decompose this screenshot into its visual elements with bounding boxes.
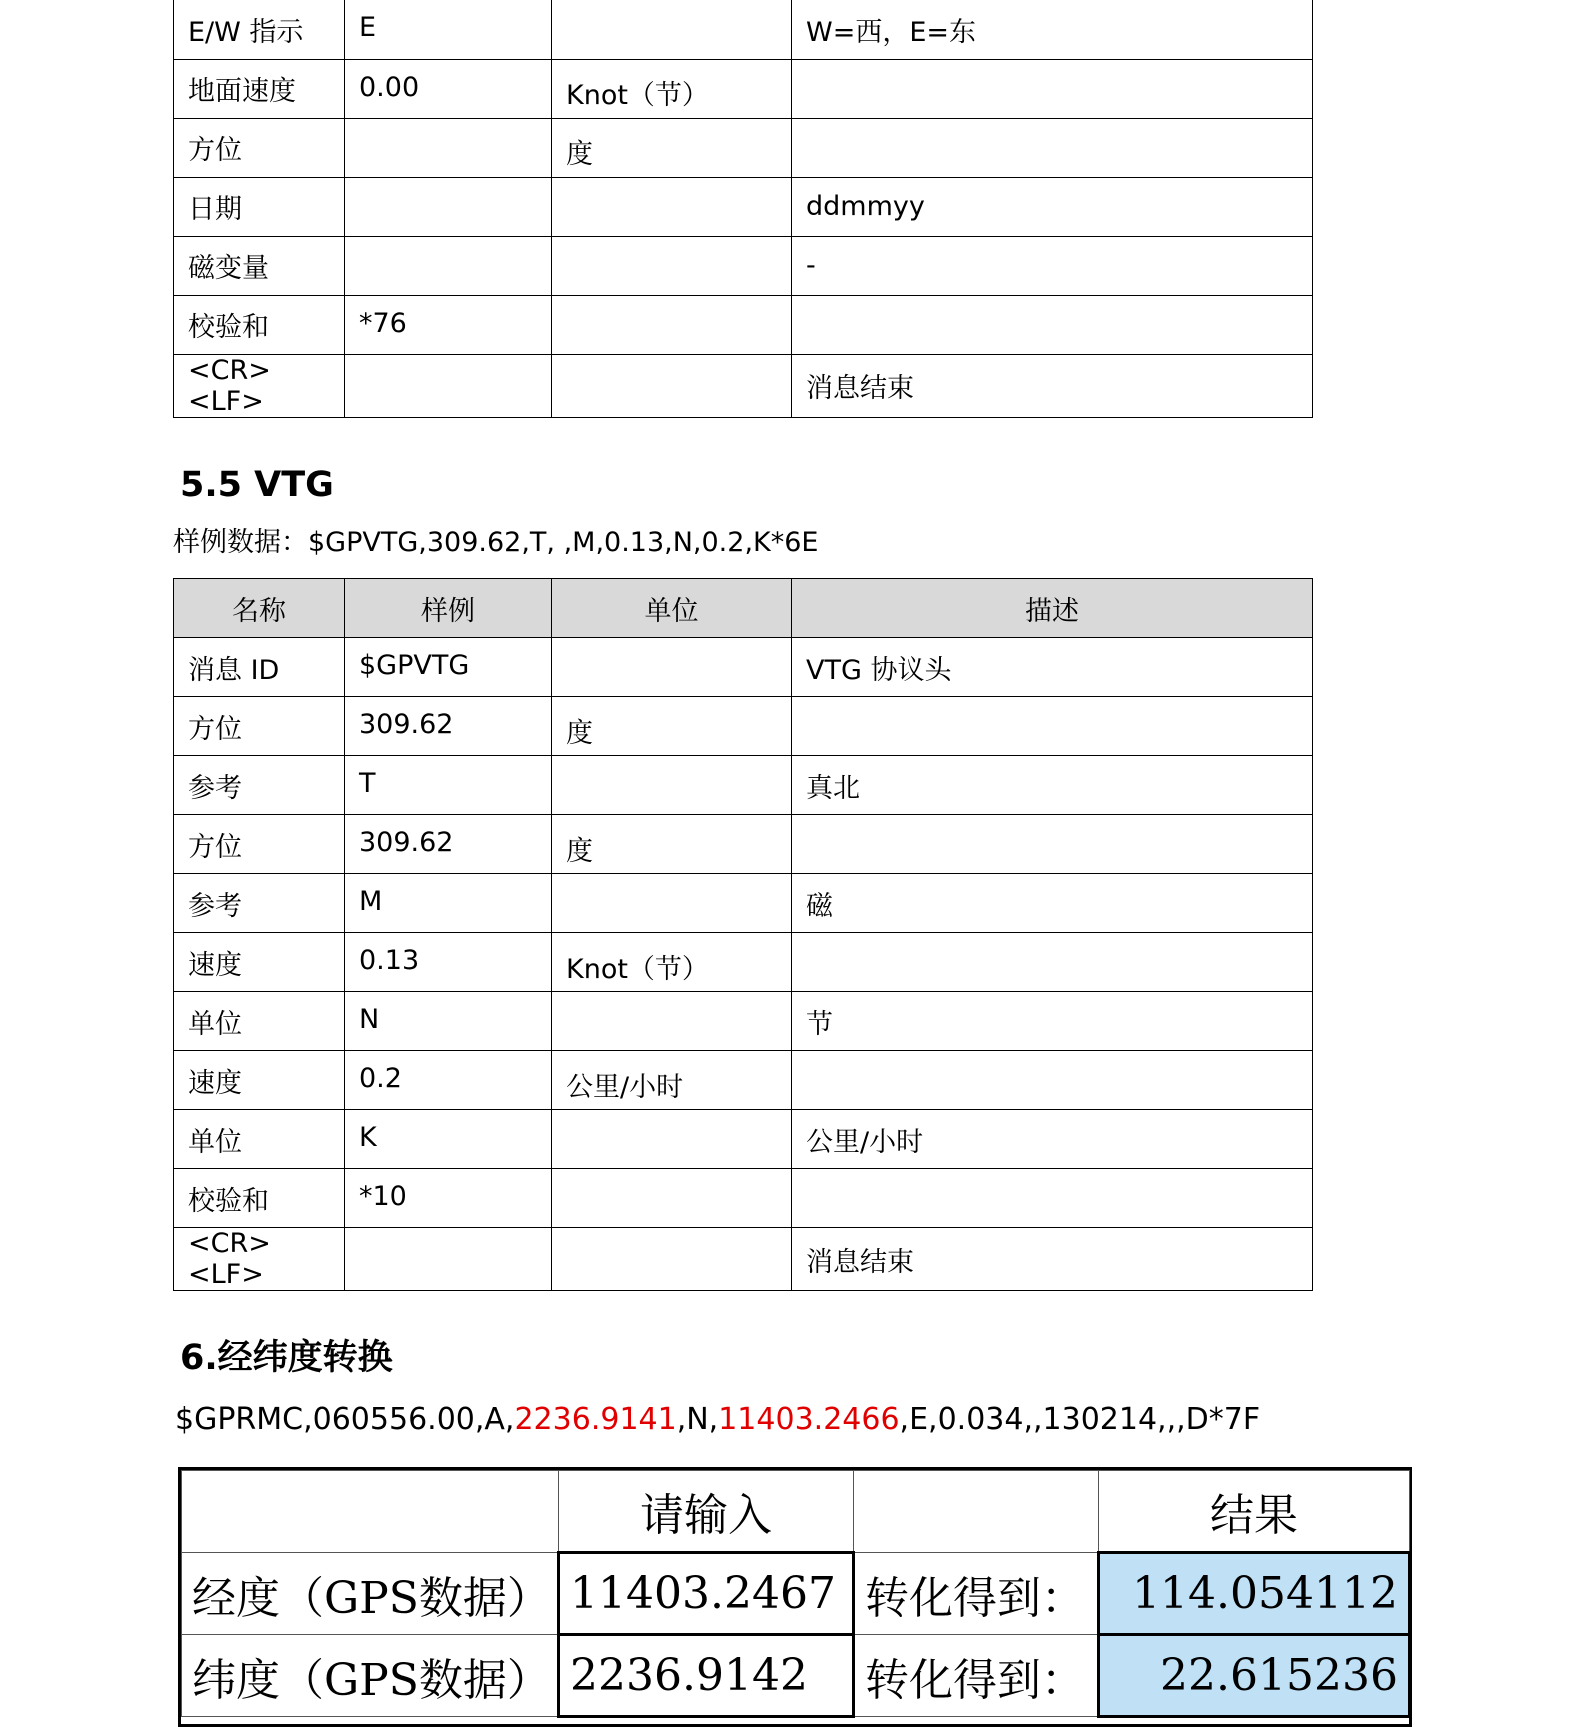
cell-sample: *10 bbox=[345, 1169, 552, 1228]
cell-desc: W=西，E=东 bbox=[792, 0, 1313, 59]
cell-name: 校验和 bbox=[174, 295, 345, 354]
cell-unit bbox=[552, 1169, 792, 1228]
converter-row-lat bbox=[182, 1635, 1410, 1717]
cell-desc bbox=[792, 1051, 1313, 1110]
table-row bbox=[174, 118, 1313, 177]
cell-name: E/W 指示 bbox=[174, 0, 345, 59]
cell-unit: 度 bbox=[552, 815, 792, 874]
cell-sample bbox=[345, 177, 552, 236]
converter-input-lon[interactable]: 11403.2467 bbox=[559, 1553, 854, 1635]
cell-name: 消息 ID bbox=[174, 638, 345, 697]
vtg-table bbox=[173, 578, 1313, 1291]
cell-unit bbox=[552, 992, 792, 1051]
vtg-table-header bbox=[174, 579, 1313, 638]
col-header-sample: 样例 bbox=[345, 579, 552, 638]
gprmc-part1: $GPRMC,060556.00,A, bbox=[175, 1402, 515, 1437]
converter-header-input: 请输入 bbox=[559, 1471, 854, 1553]
cell-sample: *76 bbox=[345, 295, 552, 354]
cell-desc bbox=[792, 118, 1313, 177]
cell-unit: Knot（节） bbox=[552, 59, 792, 118]
cell-unit bbox=[552, 638, 792, 697]
converter-label: 纬度（GPS数据） bbox=[182, 1635, 559, 1717]
table-row bbox=[174, 177, 1313, 236]
cell-name: 速度 bbox=[174, 1051, 345, 1110]
cell-desc: 磁 bbox=[792, 874, 1313, 933]
cell-desc bbox=[792, 697, 1313, 756]
cell-desc: VTG 协议头 bbox=[792, 638, 1313, 697]
cell-desc: - bbox=[792, 236, 1313, 295]
table-row bbox=[174, 236, 1313, 295]
cell-name: 方位 bbox=[174, 118, 345, 177]
cell-desc bbox=[792, 1169, 1313, 1228]
cell-unit bbox=[552, 354, 792, 417]
cell-sample bbox=[345, 236, 552, 295]
col-header-unit: 单位 bbox=[552, 579, 792, 638]
converter-input-lat[interactable]: 2236.9142 bbox=[559, 1635, 854, 1717]
cell-unit bbox=[552, 1228, 792, 1291]
converter-header-result: 结果 bbox=[1099, 1471, 1410, 1553]
cell-sample: N bbox=[345, 992, 552, 1051]
cell-name: 日期 bbox=[174, 177, 345, 236]
cell-sample: M bbox=[345, 874, 552, 933]
cell-name: 速度 bbox=[174, 933, 345, 992]
cell-sample: 0.00 bbox=[345, 59, 552, 118]
cell-unit: Knot（节） bbox=[552, 933, 792, 992]
cell-sample bbox=[345, 1228, 552, 1291]
cell-unit: 度 bbox=[552, 697, 792, 756]
cell-unit bbox=[552, 756, 792, 815]
cell-name: 单位 bbox=[174, 992, 345, 1051]
section-heading-convert: 6.经纬度转换 bbox=[180, 1338, 393, 1378]
gprmc-part2: ,N, bbox=[676, 1402, 719, 1437]
cell-name: 参考 bbox=[174, 874, 345, 933]
table-row bbox=[174, 815, 1313, 874]
table-row bbox=[174, 1051, 1313, 1110]
cell-name: <CR><LF> bbox=[174, 354, 345, 417]
section-heading-vtg: 5.5 VTG bbox=[180, 465, 334, 505]
table-row bbox=[174, 933, 1313, 992]
converter-row-lon bbox=[182, 1553, 1410, 1635]
cell-name: 参考 bbox=[174, 756, 345, 815]
col-header-desc: 描述 bbox=[792, 579, 1313, 638]
gprmc-sentence bbox=[175, 1402, 1260, 1437]
table-row bbox=[174, 992, 1313, 1051]
converter-blank-cell bbox=[854, 1471, 1099, 1553]
table-row bbox=[174, 697, 1313, 756]
cell-desc: 消息结束 bbox=[792, 1228, 1313, 1291]
cell-unit bbox=[552, 0, 792, 59]
cell-sample: $GPVTG bbox=[345, 638, 552, 697]
cell-sample: K bbox=[345, 1110, 552, 1169]
table-row bbox=[174, 59, 1313, 118]
cell-unit: 度 bbox=[552, 118, 792, 177]
converter-sheet bbox=[178, 1467, 1412, 1727]
converter-header-row bbox=[182, 1471, 1410, 1553]
table-row bbox=[174, 638, 1313, 697]
cell-unit bbox=[552, 874, 792, 933]
cell-desc: 真北 bbox=[792, 756, 1313, 815]
cell-sample: 309.62 bbox=[345, 815, 552, 874]
table-row bbox=[174, 295, 1313, 354]
cell-name: 校验和 bbox=[174, 1169, 345, 1228]
gprmc-part3: ,E,0.034,,130214,,,D*7F bbox=[899, 1402, 1261, 1437]
table-row bbox=[174, 1110, 1313, 1169]
converter-mid-label: 转化得到： bbox=[854, 1553, 1099, 1635]
rmc-table bbox=[173, 0, 1313, 418]
cell-sample: 0.2 bbox=[345, 1051, 552, 1110]
converter-blank-cell bbox=[182, 1471, 559, 1553]
table-row bbox=[174, 1169, 1313, 1228]
col-header-name: 名称 bbox=[174, 579, 345, 638]
cell-desc bbox=[792, 933, 1313, 992]
vtg-sample-line: 样例数据：$GPVTG,309.62,T, ,M,0.13,N,0.2,K*6E bbox=[173, 527, 819, 558]
cell-sample: 0.13 bbox=[345, 933, 552, 992]
table-row bbox=[174, 354, 1313, 417]
cell-desc bbox=[792, 815, 1313, 874]
cell-unit bbox=[552, 295, 792, 354]
gprmc-latitude: 2236.9141 bbox=[514, 1402, 677, 1437]
cell-sample: 309.62 bbox=[345, 697, 552, 756]
cell-sample bbox=[345, 118, 552, 177]
table-row bbox=[174, 756, 1313, 815]
cell-sample: T bbox=[345, 756, 552, 815]
cell-desc: 消息结束 bbox=[792, 354, 1313, 417]
cell-desc: 公里/小时 bbox=[792, 1110, 1313, 1169]
cell-sample: E bbox=[345, 0, 552, 59]
table-row bbox=[174, 874, 1313, 933]
cell-desc bbox=[792, 295, 1313, 354]
cell-name: 方位 bbox=[174, 697, 345, 756]
cell-unit bbox=[552, 236, 792, 295]
cell-sample bbox=[345, 354, 552, 417]
gprmc-longitude: 11403.2466 bbox=[718, 1402, 900, 1437]
table-row bbox=[174, 1228, 1313, 1291]
converter-label: 经度（GPS数据） bbox=[182, 1553, 559, 1635]
cell-unit: 公里/小时 bbox=[552, 1051, 792, 1110]
cell-desc: 节 bbox=[792, 992, 1313, 1051]
cell-name: 磁变量 bbox=[174, 236, 345, 295]
cell-name: 单位 bbox=[174, 1110, 345, 1169]
table-row bbox=[174, 0, 1313, 59]
cell-desc bbox=[792, 59, 1313, 118]
cell-unit bbox=[552, 1110, 792, 1169]
cell-unit bbox=[552, 177, 792, 236]
cell-desc: ddmmyy bbox=[792, 177, 1313, 236]
cell-name: 方位 bbox=[174, 815, 345, 874]
converter-result-lon: 114.054112 bbox=[1099, 1553, 1410, 1635]
cell-name: <CR><LF> bbox=[174, 1228, 345, 1291]
converter-result-lat: 22.615236 bbox=[1099, 1635, 1410, 1717]
cell-name: 地面速度 bbox=[174, 59, 345, 118]
converter-mid-label: 转化得到： bbox=[854, 1635, 1099, 1717]
